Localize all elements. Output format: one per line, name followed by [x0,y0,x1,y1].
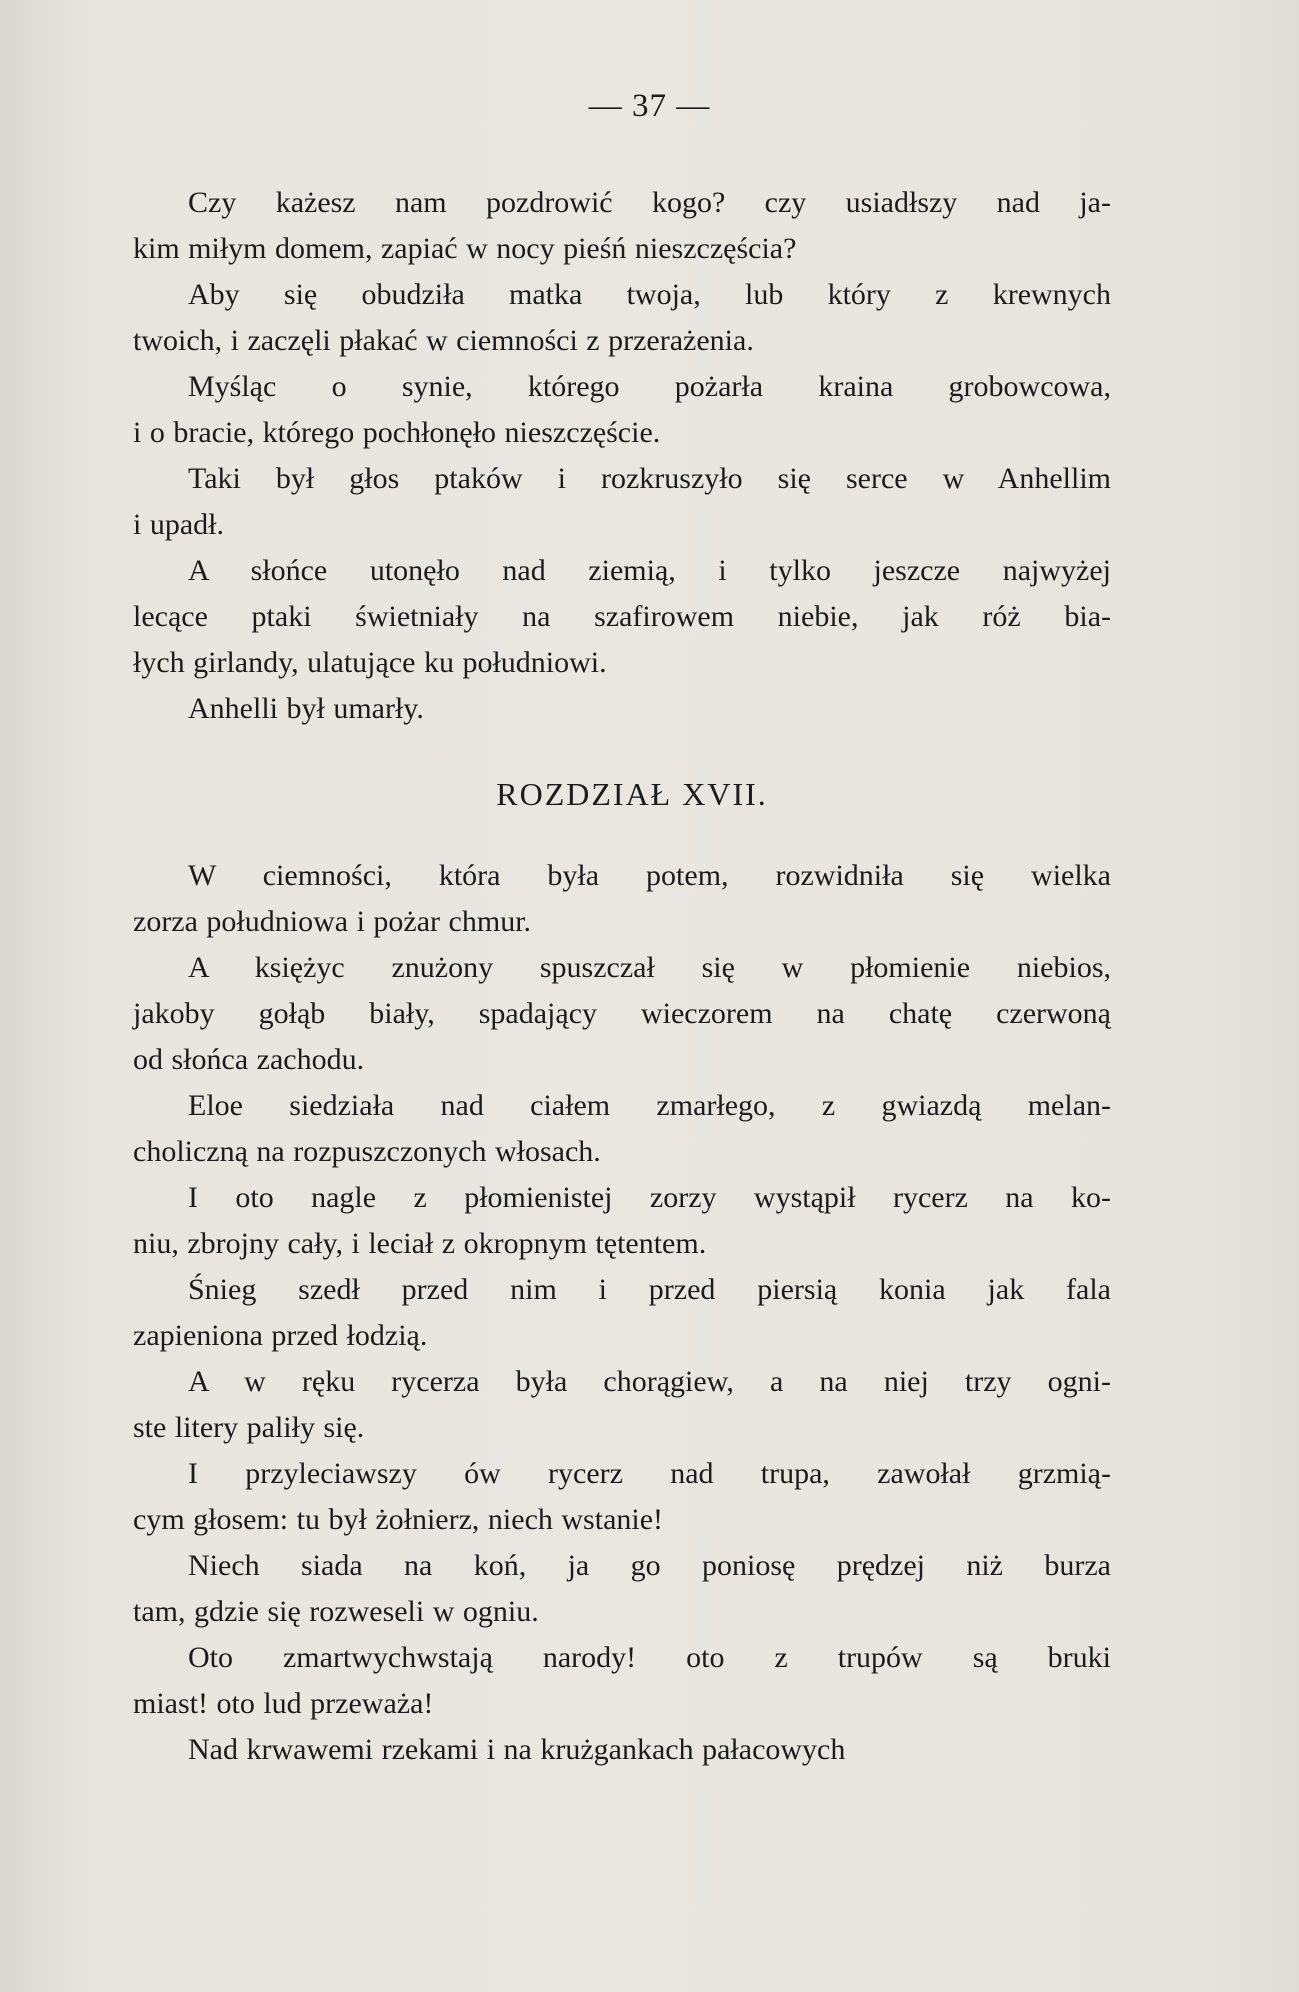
text-line: I oto nagle z płomienistej zorzy wystąpił rycerz na ko- [188,1181,1111,1214]
paragraph [133,456,1111,548]
text-line: niu, zbrojny cały, i leciał z okropnym tętentem. [133,1227,707,1260]
text-line: miast! oto lud przeważa! [133,1687,434,1720]
text-line: Oto zmartwychwstają narody! oto z trupów są bruki [188,1641,1111,1674]
paragraph [133,686,1111,732]
paragraph [133,1175,1111,1267]
text-line: I przyleciawszy ów rycerz nad trupa, zawołał grzmią- [188,1457,1111,1490]
text-line: lecące ptaki świetniały na szafirowem niebie, jak róż bia- [133,600,1111,633]
text-line: A w ręku rycerza była chorągiew, a na niej trzy ogni- [188,1365,1111,1398]
text-line: choliczną na rozpuszczonych włosach. [133,1135,601,1168]
text-line: tam, gdzie się rozweseli w ogniu. [133,1595,539,1628]
text-line: jakoby gołąb biały, spadający wieczorem na chatę czerwoną [133,997,1111,1030]
paragraph [133,1543,1111,1635]
text-line: ste litery paliły się. [133,1411,365,1444]
text-line: zorza południowa i pożar chmur. [133,905,532,938]
paragraph [133,945,1111,1083]
chapter-heading: ROZDZIAŁ XVII. [496,776,768,812]
text-line: twoich, i zaczęli płakać w ciemności z przerażenia. [133,324,754,357]
page-body [133,180,1111,1773]
section-after-chapter [133,853,1111,1773]
text-line: Nad krwawemi rzekami i na krużgankach pałacowych [188,1733,846,1766]
text-line: Taki był głos ptaków i rozkruszyło się serce w Anhellim [188,462,1111,495]
text-line: od słońca zachodu. [133,1043,365,1076]
text-line: zapieniona przed łodzią. [133,1319,428,1352]
paragraph [133,1451,1111,1543]
paragraph [133,853,1111,945]
paragraph [133,180,1111,272]
text-line: W ciemności, która była potem, rozwidniła się wielka [188,859,1111,892]
text-line: Aby się obudziła matka twoja, lub który z krewnych [188,278,1111,311]
text-line: Śnieg szedł przed nim i przed piersią konia jak fala [188,1273,1111,1306]
text-line: cym głosem: tu był żołnierz, niech wstanie! [133,1503,664,1536]
text-line: Anhelli był umarły. [188,692,424,725]
paragraph [133,1727,1111,1773]
text-line: i upadł. [133,508,224,541]
text-line: Niech siada na koń, ja go poniosę prędzej niż burza [188,1549,1111,1582]
text-line: kim miłym domem, zapiać w nocy pieśń nieszczęścia? [133,232,797,265]
text-line: Myśląc o synie, którego pożarła kraina grobowcowa, [188,370,1111,403]
paragraph [133,364,1111,456]
section-before-chapter [133,180,1111,732]
paragraph [133,272,1111,364]
paragraph [133,1359,1111,1451]
page-number: — 37 — [588,88,711,124]
text-line: i o bracie, którego pochłonęło nieszczęście. [133,416,661,449]
text-line: A słońce utonęło nad ziemią, i tylko jeszcze najwyżej [188,554,1111,587]
text-line: A księżyc znużony spuszczał się w płomienie niebios, [188,951,1111,984]
paragraph [133,1635,1111,1727]
paragraph [133,1267,1111,1359]
text-line: łych girlandy, ulatujące ku południowi. [133,646,607,679]
paragraph [133,1083,1111,1175]
paragraph [133,548,1111,686]
text-line: Eloe siedziała nad ciałem zmarłego, z gwiazdą melan- [188,1089,1111,1122]
text-line: Czy każesz nam pozdrowić kogo? czy usiadłszy nad ja- [188,186,1111,219]
